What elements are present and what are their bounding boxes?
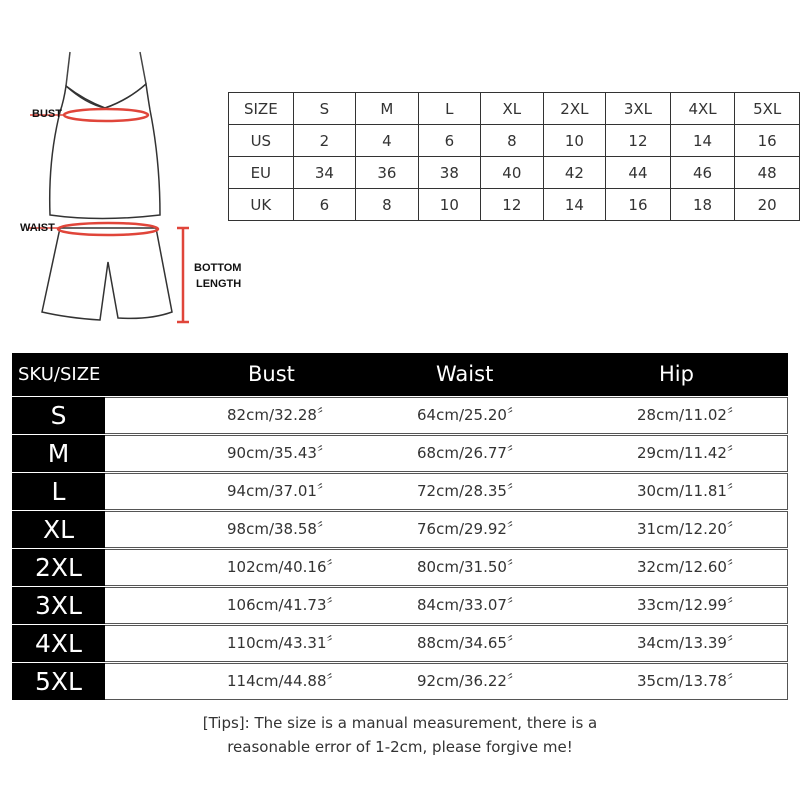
conversion-row [229, 189, 800, 221]
values-cells [105, 587, 788, 624]
conversion-cell: 8 [356, 189, 418, 221]
bust-value: 114cm/44.88〞 [227, 672, 342, 690]
conversion-cell: EU [229, 157, 294, 189]
size-cell: 2XL [12, 549, 105, 586]
waist-value: 76cm/29.92〞 [417, 520, 522, 538]
waist-value: 88cm/34.65〞 [417, 634, 522, 652]
conversion-cell: 6 [418, 125, 480, 157]
size-cell: 3XL [12, 587, 105, 624]
hip-value: 31cm/12.20〞 [637, 520, 742, 538]
conversion-cell: SIZE [229, 93, 294, 125]
measurement-row [12, 511, 788, 548]
size-cell: S [12, 397, 105, 434]
conversion-cell: 10 [543, 125, 606, 157]
hip-value: 29cm/11.42〞 [637, 444, 742, 462]
conversion-cell: 40 [481, 157, 543, 189]
bust-value: 98cm/38.58〞 [227, 520, 332, 538]
conversion-cell: 38 [418, 157, 480, 189]
values-cells [105, 549, 788, 586]
conversion-cell: 6 [293, 189, 355, 221]
bust-value: 106cm/41.73〞 [227, 596, 342, 614]
header-sku-size: SKU/SIZE [18, 364, 101, 385]
header-bust: Bust [248, 362, 295, 386]
conversion-cell: 14 [670, 125, 735, 157]
conversion-cell: 8 [481, 125, 543, 157]
hip-value: 28cm/11.02〞 [637, 406, 742, 424]
bottom-length-label-1: BOTTOM [194, 262, 242, 274]
hip-value: 33cm/12.99〞 [637, 596, 742, 614]
values-cells [105, 473, 788, 510]
measurement-row [12, 549, 788, 586]
hip-value: 35cm/13.78〞 [637, 672, 742, 690]
measurement-row [12, 435, 788, 472]
size-conversion-table [228, 92, 800, 221]
hip-value: 30cm/11.81〞 [637, 482, 742, 500]
size-cell: XL [12, 511, 105, 548]
conversion-cell: 4XL [670, 93, 735, 125]
bottom-length-label-2: LENGTH [196, 278, 242, 290]
waist-value: 80cm/31.50〞 [417, 558, 522, 576]
measurement-row [12, 663, 788, 700]
size-cell: 4XL [12, 625, 105, 662]
conversion-cell: 34 [293, 157, 355, 189]
size-cell: M [12, 435, 105, 472]
conversion-cell: 5XL [735, 93, 800, 125]
waist-value: 64cm/25.20〞 [417, 406, 522, 424]
size-cell: 5XL [12, 663, 105, 700]
conversion-cell: 12 [606, 125, 671, 157]
tips-line-2: reasonable error of 1-2cm, please forgive me! [227, 738, 573, 756]
bust-value: 82cm/32.28〞 [227, 406, 332, 424]
conversion-cell: 14 [543, 189, 606, 221]
tips-line-1: [Tips]: The size is a manual measurement, there is a [202, 714, 598, 732]
values-cells [105, 397, 788, 434]
bust-value: 90cm/35.43〞 [227, 444, 332, 462]
conversion-cell: 20 [735, 189, 800, 221]
values-cells [105, 663, 788, 700]
conversion-row [229, 157, 800, 189]
measurement-table-header [12, 353, 788, 396]
waist-value: 72cm/28.35〞 [417, 482, 522, 500]
camisole-shorts-drawing [0, 40, 260, 340]
conversion-cell: 16 [735, 125, 800, 157]
conversion-cell: 44 [606, 157, 671, 189]
header-hip: Hip [659, 362, 694, 386]
measurement-row [12, 397, 788, 434]
conversion-cell: S [293, 93, 355, 125]
conversion-cell: 2 [293, 125, 355, 157]
bust-value: 102cm/40.16〞 [227, 558, 342, 576]
measurement-row [12, 587, 788, 624]
values-cells [105, 511, 788, 548]
waist-label: WAIST [20, 222, 55, 234]
conversion-cell: 3XL [606, 93, 671, 125]
size-cell: L [12, 473, 105, 510]
measurement-row [12, 473, 788, 510]
bust-label: BUST [32, 108, 62, 120]
conversion-cell: 10 [418, 189, 480, 221]
conversion-row [229, 93, 800, 125]
hip-value: 32cm/12.60〞 [637, 558, 742, 576]
values-cells [105, 435, 788, 472]
conversion-cell: 4 [356, 125, 418, 157]
waist-value: 68cm/26.77〞 [417, 444, 522, 462]
conversion-cell: 48 [735, 157, 800, 189]
garment-illustration [0, 40, 260, 340]
waist-value: 84cm/33.07〞 [417, 596, 522, 614]
conversion-cell: 2XL [543, 93, 606, 125]
conversion-cell: 42 [543, 157, 606, 189]
waist-value: 92cm/36.22〞 [417, 672, 522, 690]
conversion-cell: UK [229, 189, 294, 221]
conversion-cell: M [356, 93, 418, 125]
conversion-cell: 46 [670, 157, 735, 189]
measurement-row [12, 625, 788, 662]
conversion-cell: 36 [356, 157, 418, 189]
hip-value: 34cm/13.39〞 [637, 634, 742, 652]
conversion-cell: 16 [606, 189, 671, 221]
conversion-cell: US [229, 125, 294, 157]
bust-value: 94cm/37.01〞 [227, 482, 332, 500]
header-waist: Waist [436, 362, 494, 386]
conversion-cell: 12 [481, 189, 543, 221]
conversion-row [229, 125, 800, 157]
bust-value: 110cm/43.31〞 [227, 634, 342, 652]
conversion-cell: L [418, 93, 480, 125]
conversion-cell: XL [481, 93, 543, 125]
conversion-cell: 18 [670, 189, 735, 221]
values-cells [105, 625, 788, 662]
